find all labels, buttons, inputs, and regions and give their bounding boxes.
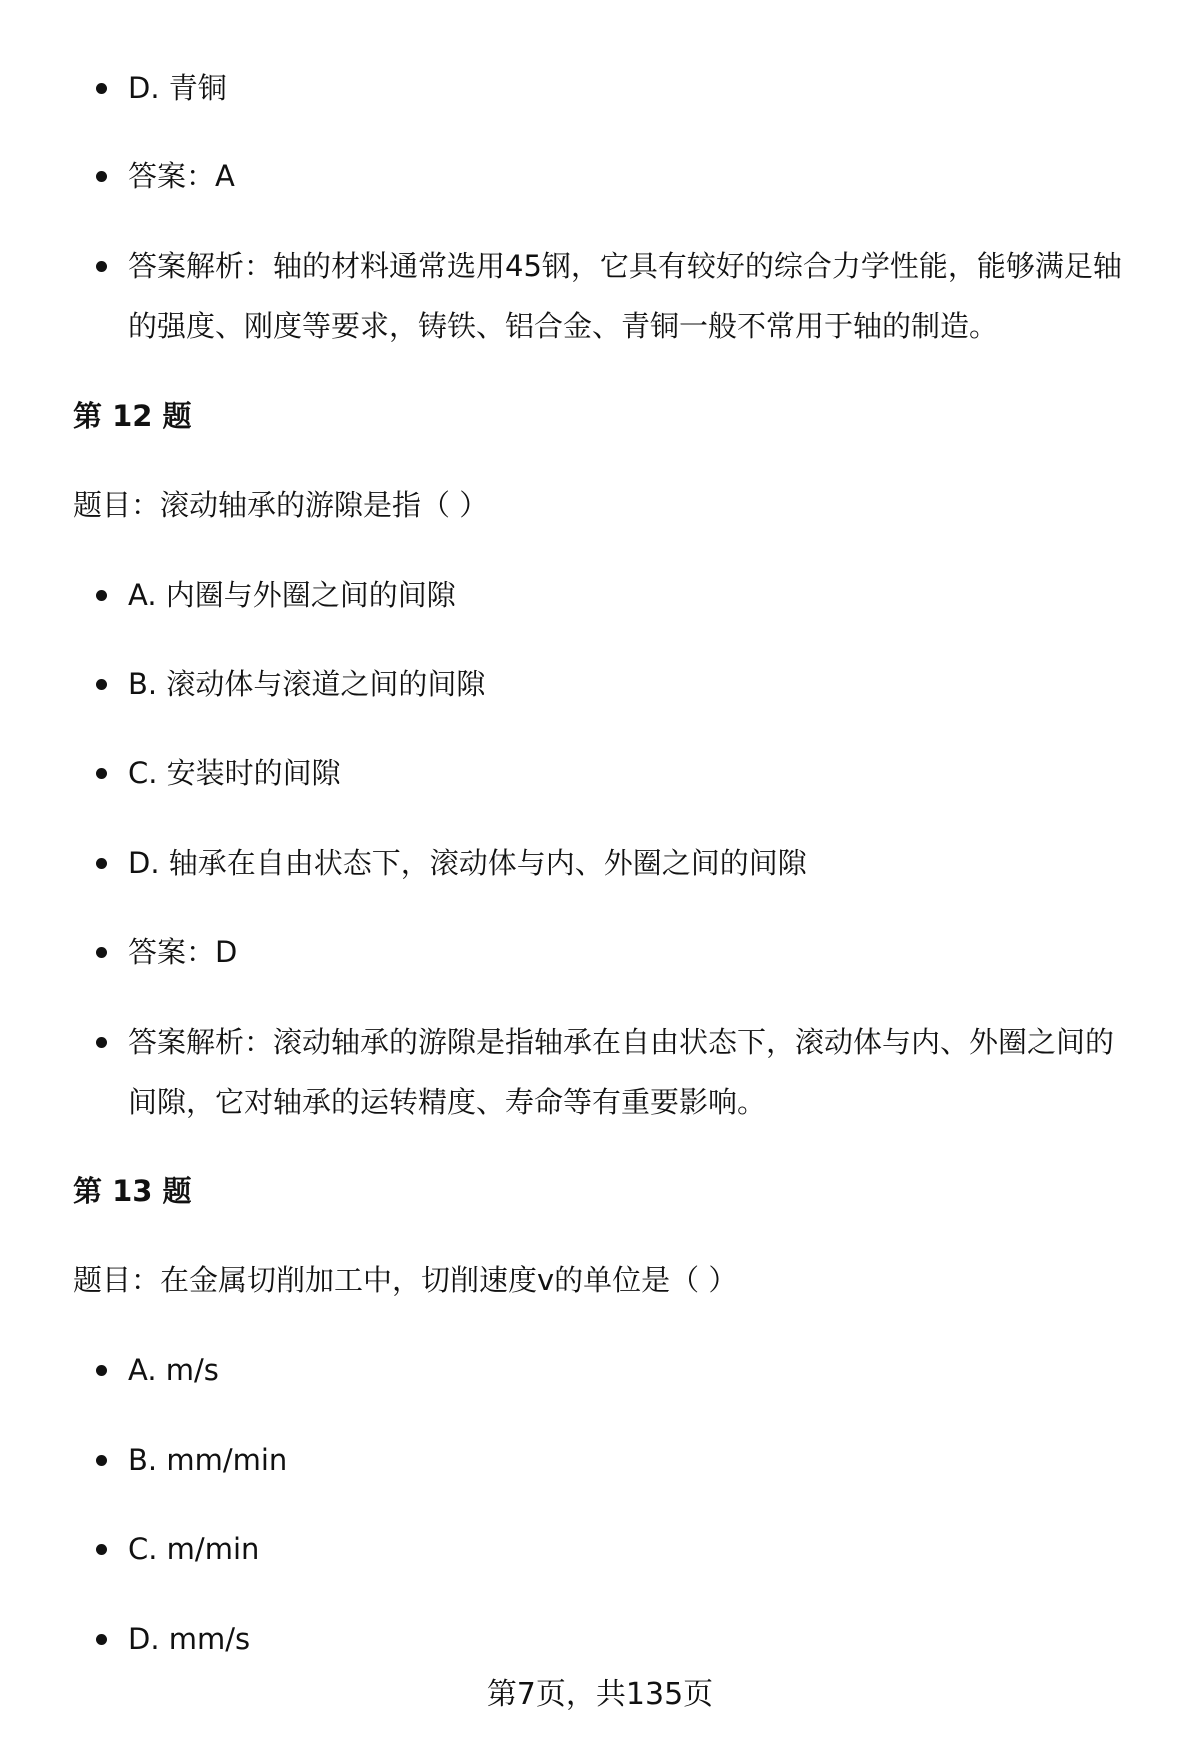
bullet-icon — [96, 590, 107, 601]
explanation-line-2: 间隙，它对轴承的运转精度、寿命等有重要影响。 — [128, 1085, 767, 1119]
option-text: A. m/s — [128, 1353, 219, 1387]
q12-heading: 第 12 题 — [73, 399, 192, 433]
option-text: D. mm/s — [128, 1622, 251, 1656]
answer-text: 答案：A — [128, 159, 235, 193]
q13-question: 题目：在金属切削加工中，切削速度v的单位是（ ） — [73, 1263, 738, 1297]
bullet-icon — [96, 768, 107, 779]
bullet-icon — [96, 1455, 107, 1466]
option-text: C. m/min — [128, 1532, 260, 1566]
option-text: D. 轴承在自由状态下，滚动体与内、外圈之间的间隙 — [128, 846, 807, 880]
option-text: A. 内圈与外圈之间的间隙 — [128, 578, 456, 612]
bullet-icon — [96, 261, 107, 272]
bullet-icon — [96, 947, 107, 958]
explanation-line-1: 答案解析：滚动轴承的游隙是指轴承在自由状态下，滚动体与内、外圈之间的 — [128, 1025, 1115, 1059]
bullet-icon — [96, 171, 107, 182]
option-text: C. 安装时的间隙 — [128, 756, 341, 790]
bullet-icon — [96, 1365, 107, 1376]
bullet-icon — [96, 1634, 107, 1645]
explanation-line-2: 的强度、刚度等要求，铸铁、铝合金、青铜一般不常用于轴的制造。 — [128, 309, 999, 343]
q12-question: 题目：滚动轴承的游隙是指（ ） — [73, 488, 489, 522]
option-text: B. 滚动体与滚道之间的间隙 — [128, 667, 486, 701]
page-number: 第7页，共135页 — [486, 1677, 714, 1712]
bullet-icon — [96, 1544, 107, 1555]
bullet-icon — [96, 858, 107, 869]
q13-heading: 第 13 题 — [73, 1174, 192, 1208]
option-text: D. 青铜 — [128, 71, 227, 105]
explanation-line-1: 答案解析：轴的材料通常选用45钢，它具有较好的综合力学性能，能够满足轴 — [128, 249, 1122, 283]
bullet-icon — [96, 679, 107, 690]
bullet-icon — [96, 1037, 107, 1048]
bullet-icon — [96, 83, 107, 94]
option-text: B. mm/min — [128, 1443, 288, 1477]
answer-text: 答案：D — [128, 935, 238, 969]
